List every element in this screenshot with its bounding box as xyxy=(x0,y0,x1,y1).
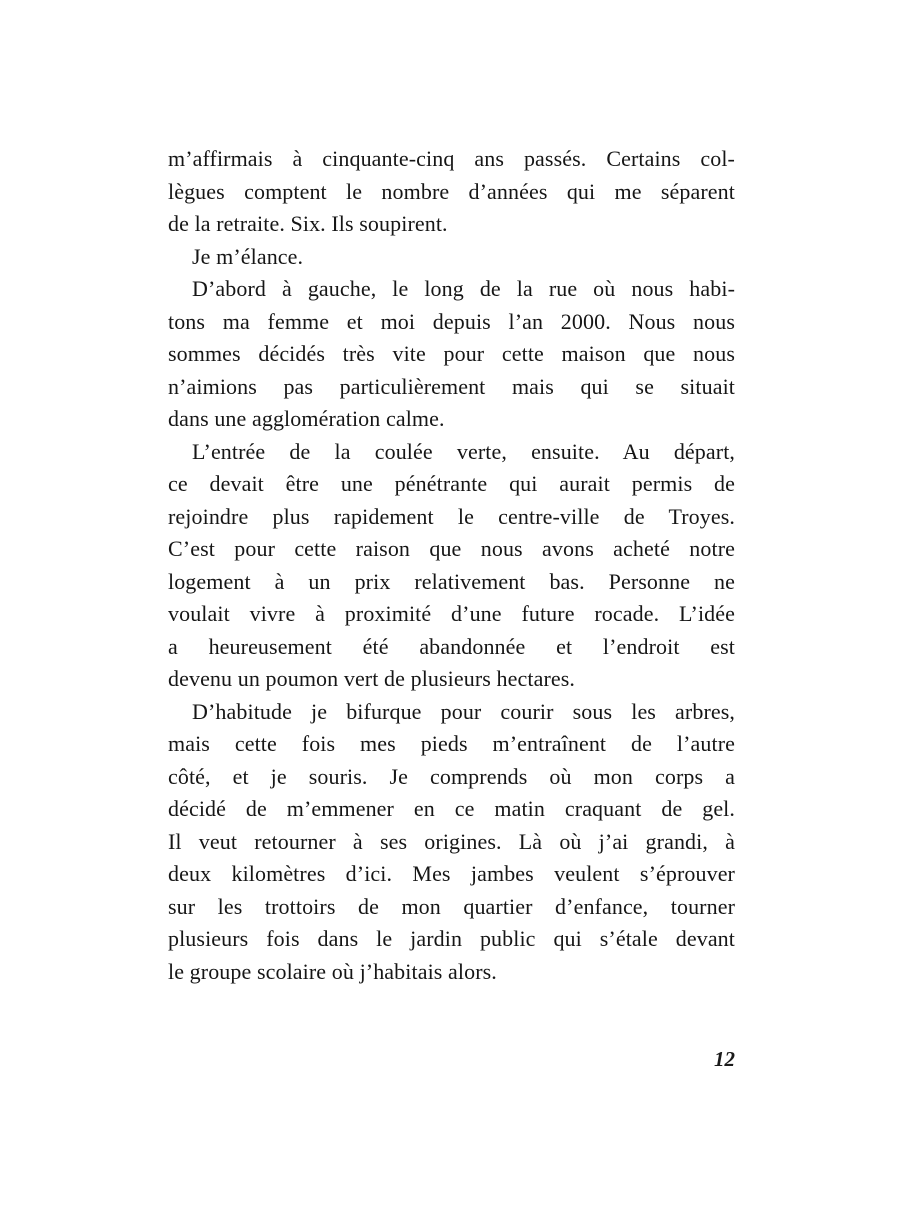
text-line: sommes décidés très vite pour cette maison que nous xyxy=(168,341,735,366)
text-line: n’aimions pas particulièrement mais qui se situait xyxy=(168,373,735,399)
text-line: mais cette fois mes pieds m’entraînent de l’autre xyxy=(168,731,735,756)
text-line: lègues comptent le nombre d’années qui me séparent xyxy=(168,178,735,204)
text-line: sur les trottoirs de mon quartier d’enfance, tourner xyxy=(168,893,735,919)
text-line: plusieurs fois dans le jardin public qui s’étale devant xyxy=(168,926,735,951)
page-text xyxy=(168,143,735,988)
text-line: C’est pour cette raison que nous avons acheté notre xyxy=(168,536,735,561)
text-line: D’habitude je bifurque pour courir sous les arbres, xyxy=(192,698,735,724)
text-line: L’entrée de la coulée verte, ensuite. Au départ, xyxy=(192,438,735,464)
text-line: devenu un poumon vert de plusieurs hectares. xyxy=(168,666,576,691)
text-line: voulait vivre à proximité d’une future rocade. L’idée xyxy=(168,601,735,626)
text-line: de la retraite. Six. Ils soupirent. xyxy=(168,211,448,236)
text-line: le groupe scolaire où j’habitais alors. xyxy=(168,958,497,984)
text-line: tons ma femme et moi depuis l’an 2000. Nous nous xyxy=(168,308,735,334)
text-line: Je m’élance. xyxy=(192,243,304,269)
text-line: décidé de m’emmener en ce matin craquant de gel. xyxy=(168,796,735,821)
text-line: a heureusement été abandonnée et l’endroit est xyxy=(168,633,735,659)
text-line: m’affirmais à cinquante-cinq ans passés. Certains col- xyxy=(168,146,735,171)
text-line: rejoindre plus rapidement le centre-ville de Troyes. xyxy=(168,503,735,529)
page-number: 12 xyxy=(714,1047,735,1071)
text-line: deux kilomètres d’ici. Mes jambes veulent s’éprouver xyxy=(168,861,735,886)
text-line: logement à un prix relativement bas. Personne ne xyxy=(168,568,735,594)
text-line: côté, et je souris. Je comprends où mon corps a xyxy=(168,763,735,789)
text-line: Il veut retourner à ses origines. Là où j’ai grandi, à xyxy=(168,828,735,854)
text-line: ce devait être une pénétrante qui aurait permis de xyxy=(168,471,735,496)
text-line: dans une agglomération calme. xyxy=(168,406,445,431)
text-line: D’abord à gauche, le long de la rue où nous habi- xyxy=(192,276,735,301)
